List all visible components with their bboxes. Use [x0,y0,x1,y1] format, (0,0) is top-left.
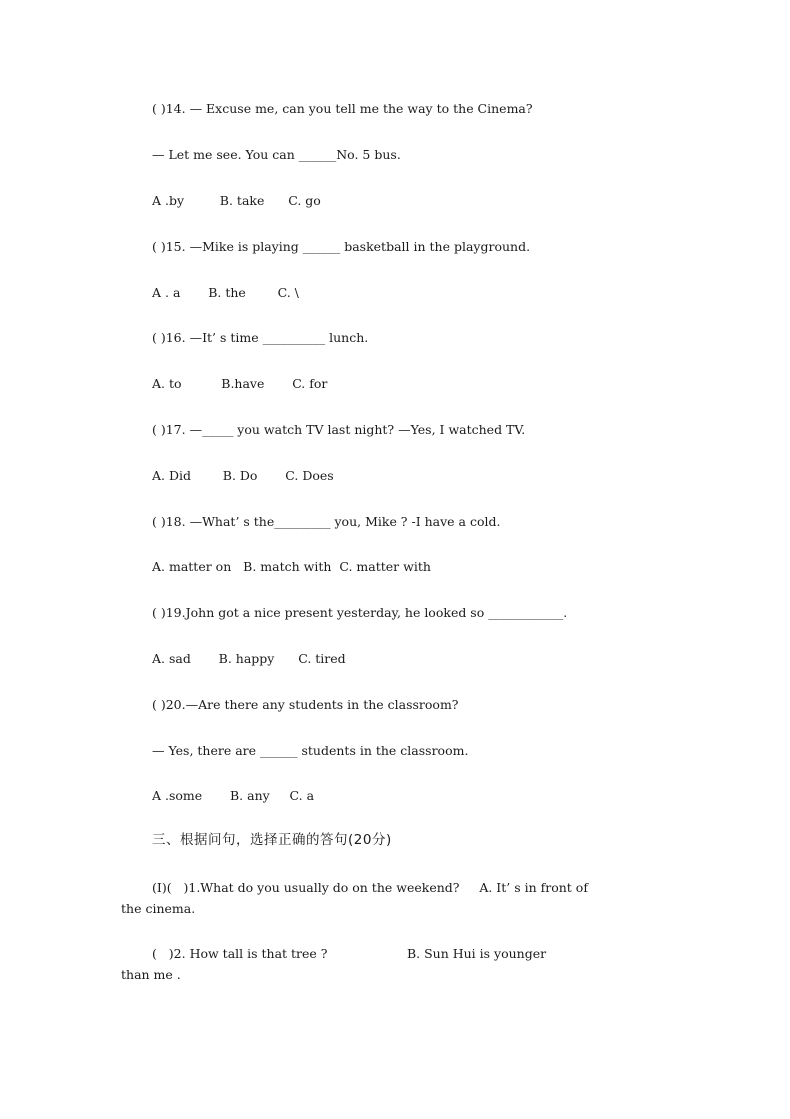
question-16-text: ( )16. —It’ s time __________ lunch. [152,330,369,345]
question-14-response: — Let me see. You can ______No. 5 bus. [152,147,401,162]
matching-item-1: (I)( )1.What do you usually do on the weekend? A. It’ s in front of [152,880,588,895]
question-14-text: ( )14. — Excuse me, can you tell me the way to the Cinema? [152,101,533,116]
question-17-text: ( )17. —_____ you watch TV last night? —Yes, I watched TV. [152,422,526,437]
question-17-options: A. Did B. Do C. Does [152,468,334,483]
question-19-text: ( )19.John got a nice present yesterday, he looked so ____________. [152,605,568,620]
matching-item-2-continued: than me . [121,967,181,982]
question-15-text: ( )15. —Mike is playing ______ basketball in the playground. [152,239,531,254]
matching-item-2: ( )2. How tall is that tree ? B. Sun Hui is younger [152,946,547,961]
question-15-options: A . a B. the C. \ [152,285,299,300]
question-18-text: ( )18. —What’ s the_________ you, Mike ? -I have a cold. [152,514,501,529]
question-16-options: A. to B.have C. for [152,376,328,391]
question-20-text: ( )20.—Are there any students in the classroom? [152,697,459,712]
question-14-options: A .by B. take C. go [152,193,321,208]
question-18-options: A. matter on B. match with C. matter with [152,559,431,574]
question-20-response: — Yes, there are ______ students in the classroom. [152,743,469,758]
section-3-heading: 三、根据问句，选择正确的答句(20分) [152,832,392,848]
matching-item-1-continued: the cinema. [121,901,196,916]
question-19-options: A. sad B. happy C. tired [152,651,346,666]
question-20-options: A .some B. any C. a [152,788,315,803]
